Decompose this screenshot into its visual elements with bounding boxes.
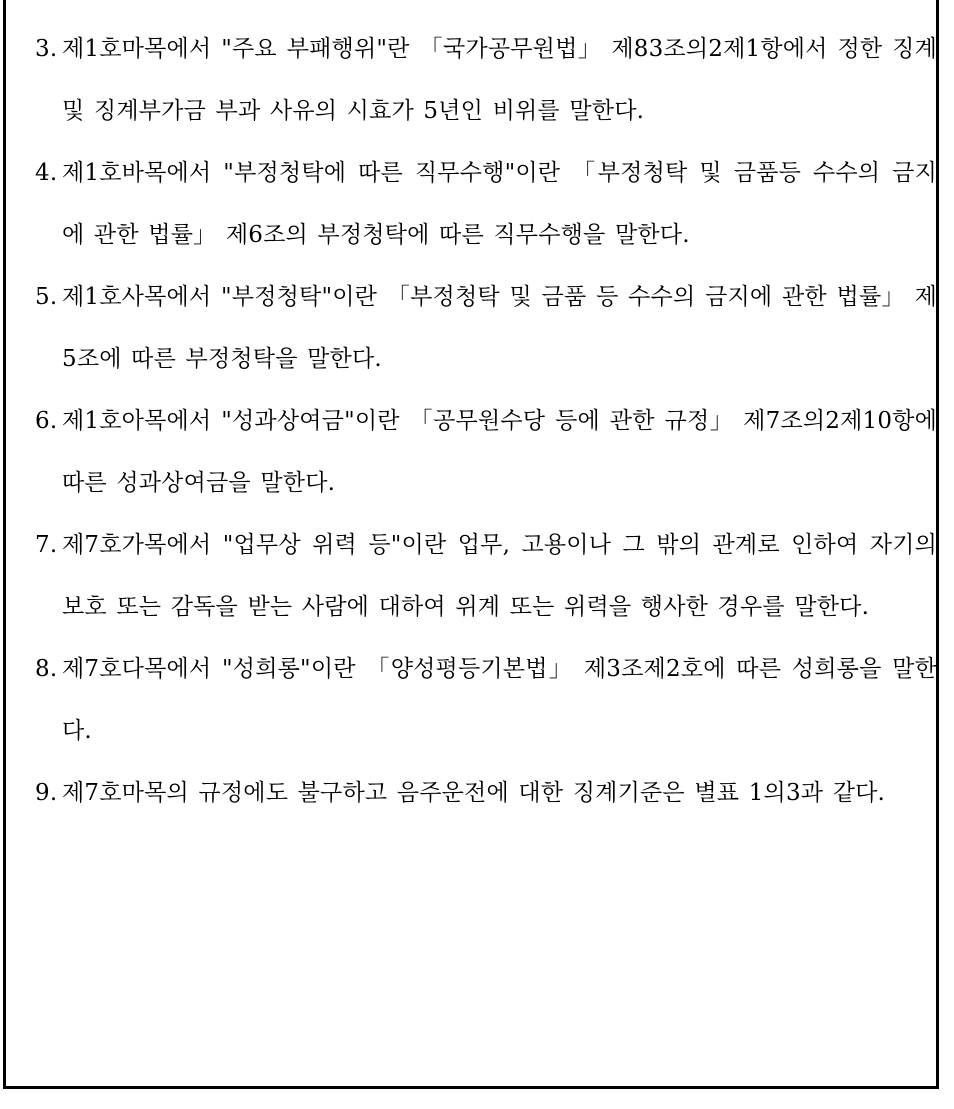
clause-item-4 — [35, 142, 937, 266]
clause-text: 제7호가목에서 "업무상 위력 등"이란 업무, 고용이나 그 밖의 관계로 인하여 자기의 보호 또는 감독을 받는 사람에 대하여 위계 또는 위력을 행사한 경우를 말한다. — [62, 532, 937, 620]
clause-item-7 — [35, 514, 937, 638]
clause-number: 4. — [35, 160, 58, 186]
clause-number: 5. — [35, 284, 58, 310]
clause-number: 7. — [35, 532, 58, 558]
clause-item-3 — [35, 18, 937, 142]
clause-number: 3. — [35, 36, 58, 62]
clause-number: 8. — [35, 656, 58, 682]
clause-item-9 — [35, 762, 937, 824]
clause-text: 제1호아목에서 "성과상여금"이란 「공무원수당 등에 관한 규정」 제7조의2제10항에 따른 성과상여금을 말한다. — [62, 408, 937, 496]
clause-item-6 — [35, 390, 937, 514]
clause-text: 제7호다목에서 "성희롱"이란 「양성평등기본법」 제3조제2호에 따른 성희롱을 말한다. — [62, 656, 937, 744]
clause-number: 9. — [35, 780, 58, 806]
clause-text: 제1호바목에서 "부정청탁에 따른 직무수행"이란 「부정청탁 및 금품등 수수의 금지에 관한 법률」 제6조의 부정청탁에 따른 직무수행을 말한다. — [62, 160, 937, 248]
clause-text: 제1호사목에서 "부정청탁"이란 「부정청탁 및 금품 등 수수의 금지에 관한 법률」 제5조에 따른 부정청탁을 말한다. — [62, 284, 937, 372]
clause-text: 제7호마목의 규정에도 불구하고 음주운전에 대한 징계기준은 별표 1의3과 같다. — [62, 780, 886, 806]
clause-item-5 — [35, 266, 937, 390]
clause-text: 제1호마목에서 "주요 부패행위"란 「국가공무원법」 제83조의2제1항에서 정한 징계 및 징계부가금 부과 사유의 시효가 5년인 비위를 말한다. — [62, 36, 937, 124]
clause-number: 6. — [35, 408, 58, 434]
clause-list — [35, 18, 937, 824]
clause-item-8 — [35, 638, 937, 762]
